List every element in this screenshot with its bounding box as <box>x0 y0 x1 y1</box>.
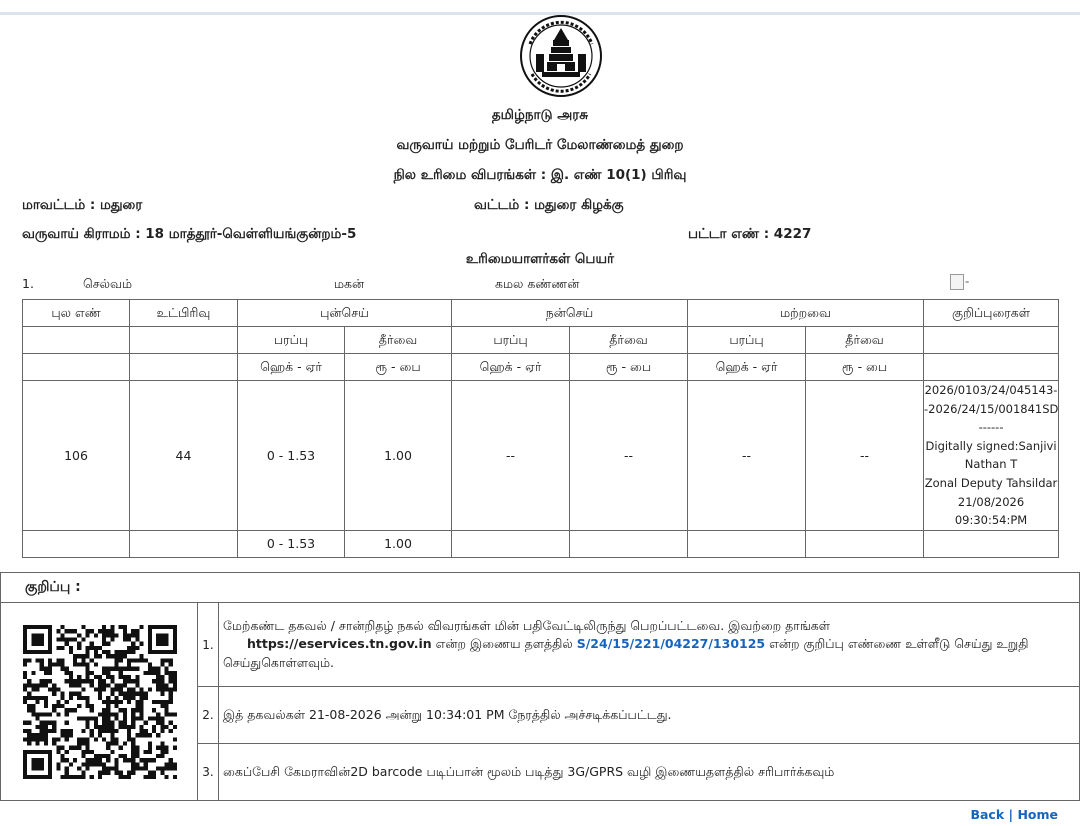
owner-index: 1. <box>22 276 34 291</box>
cell-remarks <box>924 381 1059 531</box>
link-separator: | <box>1004 807 1018 822</box>
notes-table <box>0 572 1080 801</box>
home-link[interactable]: Home <box>1017 807 1058 822</box>
remark-line: -2026/24/15/001841SD <box>924 401 1059 416</box>
header-punsey-area: பரப்பு <box>238 327 345 354</box>
reference-number: S/24/15/221/04227/130125 <box>576 636 766 652</box>
table-total-row <box>23 530 1059 557</box>
village-label: வருவாய் கிராமம் : 18 மாத்தூர்-வெள்ளியங்குன்றம்-5 <box>22 226 357 242</box>
broken-image-alt: - <box>965 274 970 289</box>
header-nansey-area: பரப்பு <box>452 327 570 354</box>
header-remarks: குறிப்புரைகள் <box>924 300 1059 327</box>
unit-punsey-tax: ரூ - பை <box>345 354 452 381</box>
note-text: என்ற குறிப்பு எண்ணை உள்ளீடு செய்து உறுதி செய்துகொள்ளவும். <box>223 636 1029 670</box>
tamil-nadu-emblem-icon <box>518 14 604 102</box>
unit-punsey-area: ஹெக் - ஏர் <box>238 354 345 381</box>
document-title: நில உரிமை விபரங்கள் : இ. எண் 10(1) பிரிவு <box>393 167 687 183</box>
cell-subdivision: 44 <box>130 381 238 531</box>
total-punsey-tax: 1.00 <box>345 530 452 557</box>
note-item-2: இத் தகவல்கள் 21-08-2026 அன்று 10:34:01 PM நேரத்தில் அச்சடிக்கப்பட்டது. <box>219 687 1080 744</box>
table-unit-row <box>23 354 1059 381</box>
notes-heading: குறிப்பு : <box>1 573 1080 603</box>
header-others-tax: தீர்வை <box>806 327 924 354</box>
patta-number-label: பட்டா எண் : 4227 <box>688 226 812 242</box>
unit-others-tax: ரூ - பை <box>806 354 924 381</box>
cell-survey-no: 106 <box>23 381 130 531</box>
header-nansey: நன்செய் <box>452 300 688 327</box>
cell-punsey-area: 0 - 1.53 <box>238 381 345 531</box>
header-others: மற்றவை <box>688 300 924 327</box>
qr-code-icon <box>23 625 177 779</box>
government-title: தமிழ்நாடு அரசு <box>491 107 589 123</box>
land-details-table <box>22 299 1059 558</box>
owners-heading: உரிமையாளர்கள் பெயர் <box>465 251 615 267</box>
unit-nansey-tax: ரூ - பை <box>570 354 688 381</box>
remark-line: Zonal Deputy Tahsildar <box>924 475 1058 490</box>
owner-name: செல்வம் <box>83 276 133 291</box>
note-number: 3. <box>198 744 219 801</box>
header-subdivision: உட்பிரிவு <box>130 300 238 327</box>
owner-relation: மகன் <box>334 276 365 291</box>
note-number: 1. <box>198 603 219 687</box>
remark-line: Digitally signed:Sanjivi <box>925 438 1057 453</box>
owner-relative-name: கமல கண்ணன் <box>495 276 580 291</box>
remark-line: ------ <box>978 420 1004 435</box>
total-punsey-area: 0 - 1.53 <box>238 530 345 557</box>
broken-image <box>950 274 969 290</box>
eservices-url: https://eservices.tn.gov.in <box>247 636 432 652</box>
header-others-area: பரப்பு <box>688 327 806 354</box>
note-text: மேற்கண்ட தகவல் / சான்றிதழ் நகல் விவரங்கள் மின் பதிவேட்டிலிருந்து பெறப்பட்டவை. இவற்றை தாங்கள் <box>223 617 831 633</box>
cell-nansey-area: -- <box>452 381 570 531</box>
note-item-3: கைப்பேசி கேமராவின்2D barcode படிப்பான் மூலம் படித்து 3G/GPRS வழி இணையதளத்தில் சரிபார்க்கவும் <box>219 744 1080 801</box>
remark-line: 09:30:54:PM <box>954 513 1028 528</box>
note-text: என்ற இணைய தளத்தில் <box>431 636 577 652</box>
note-number: 2. <box>198 687 219 744</box>
table-header-row <box>23 300 1059 327</box>
footer-links <box>970 807 1058 822</box>
header-punsey: புன்செய் <box>238 300 452 327</box>
note-item-1 <box>219 603 1080 687</box>
table-row <box>23 381 1059 531</box>
header-punsey-tax: தீர்வை <box>345 327 452 354</box>
cell-nansey-tax: -- <box>570 381 688 531</box>
unit-others-area: ஹெக் - ஏர் <box>688 354 806 381</box>
cell-others-tax: -- <box>806 381 924 531</box>
cell-punsey-tax: 1.00 <box>345 381 452 531</box>
remark-line: 2026/0103/24/045143- <box>924 383 1058 397</box>
broken-image-icon <box>950 274 964 290</box>
taluk-label: வட்டம் : மதுரை கிழக்கு <box>474 197 624 213</box>
cell-others-area: -- <box>688 381 806 531</box>
header-nansey-tax: தீர்வை <box>570 327 688 354</box>
remark-line: Nathan T <box>964 457 1018 472</box>
department-title: வருவாய் மற்றும் பேரிடர் மேலாண்மைத் துறை <box>396 137 684 153</box>
remark-line: 21/08/2026 <box>957 494 1025 509</box>
header-survey-no: புல எண் <box>23 300 130 327</box>
unit-nansey-area: ஹெக் - ஏர் <box>452 354 570 381</box>
table-subheader-row <box>23 327 1059 354</box>
district-label: மாவட்டம் : மதுரை <box>22 197 143 213</box>
back-link[interactable]: Back <box>970 807 1005 822</box>
qr-cell <box>1 603 198 801</box>
